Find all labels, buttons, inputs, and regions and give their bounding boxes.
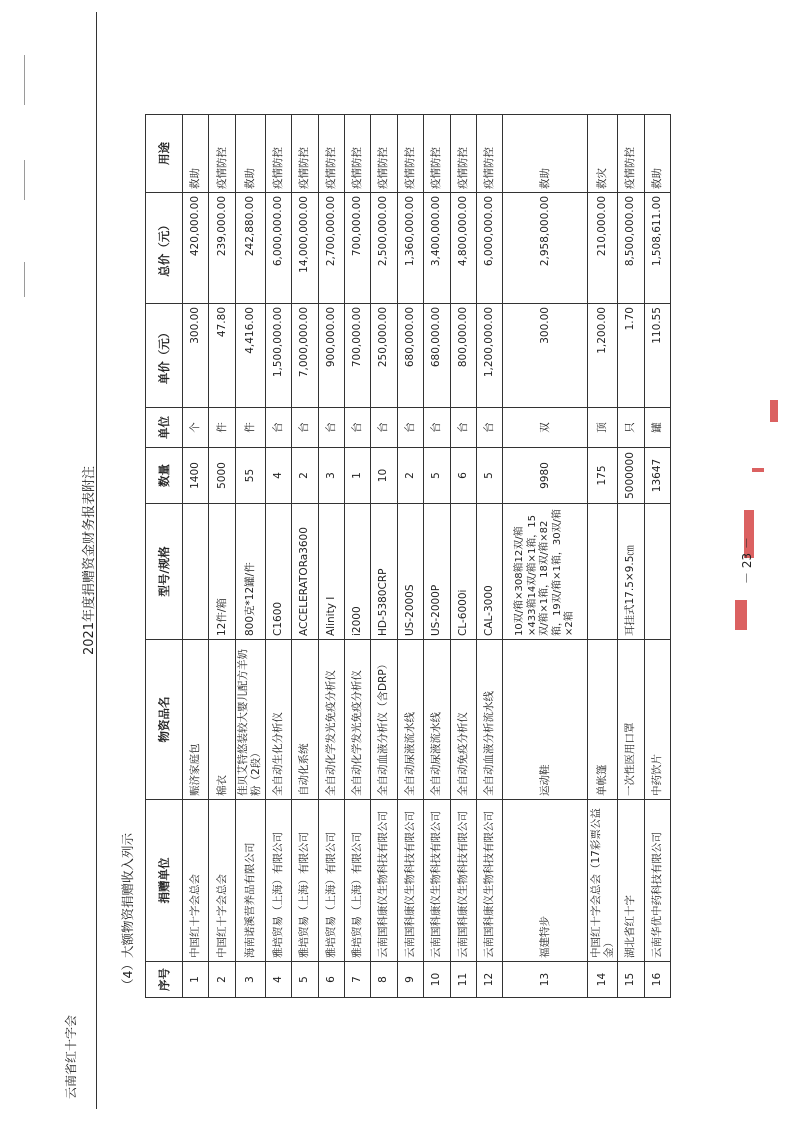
cell-donor: 中国红十字会总会（17彩票公益金） bbox=[588, 800, 618, 962]
cell-qty: 1 bbox=[344, 448, 370, 504]
cell-price: 47.80 bbox=[209, 304, 235, 408]
cell-no: 16 bbox=[644, 962, 670, 998]
cell-unit: 台 bbox=[424, 408, 450, 448]
cell-total: 1,360,000.00 bbox=[397, 193, 423, 304]
cell-price: 250,000.00 bbox=[371, 304, 397, 408]
cell-qty: 5 bbox=[424, 448, 450, 504]
cell-no: 7 bbox=[344, 962, 370, 998]
table-row bbox=[292, 115, 318, 998]
table-row bbox=[265, 115, 291, 998]
cell-donor: 湖北省红十字 bbox=[618, 800, 644, 962]
cell-item: 佳贝艾特悠装较大婴儿配方羊奶粉（2段） bbox=[235, 640, 265, 800]
table-row bbox=[371, 115, 397, 998]
cell-spec bbox=[183, 504, 209, 640]
cell-total: 1,508,611.00 bbox=[644, 193, 670, 304]
cell-total: 242,880.00 bbox=[235, 193, 265, 304]
header-total: 总价（元） bbox=[146, 193, 183, 304]
organization-name: 云南省红十字会 bbox=[64, 1014, 78, 1099]
cell-price: 1.70 bbox=[618, 304, 644, 408]
cell-price: 300.00 bbox=[183, 304, 209, 408]
cell-price: 700,000.00 bbox=[344, 304, 370, 408]
cell-donor: 海南诺溪营养品有限公司 bbox=[235, 800, 265, 962]
cell-spec: CL-6000i bbox=[450, 504, 476, 640]
cell-unit: 件 bbox=[209, 408, 235, 448]
cell-item: 全自动尿液流水线 bbox=[397, 640, 423, 800]
header-qty: 数量 bbox=[146, 448, 183, 504]
cell-donor: 中国红十字会总会 bbox=[183, 800, 209, 962]
cell-no: 6 bbox=[318, 962, 344, 998]
cell-use: 救灾 bbox=[588, 115, 618, 193]
cell-no: 10 bbox=[424, 962, 450, 998]
cell-total: 6,000,000.00 bbox=[265, 193, 291, 304]
page-number: － 23 － bbox=[740, 537, 754, 584]
cell-spec: 800克*12罐/件 bbox=[235, 504, 265, 640]
cell-qty: 2 bbox=[292, 448, 318, 504]
donation-table bbox=[145, 114, 671, 998]
cell-price: 680,000.00 bbox=[424, 304, 450, 408]
cell-donor: 雅培贸易（上海）有限公司 bbox=[265, 800, 291, 962]
cell-unit: 台 bbox=[318, 408, 344, 448]
cell-item: 全自动血液分析仪（含DRP） bbox=[371, 640, 397, 800]
cell-spec: C1600 bbox=[265, 504, 291, 640]
cell-item: 全自动免疫分析仪 bbox=[450, 640, 476, 800]
cell-price: 900,000.00 bbox=[318, 304, 344, 408]
header-item: 物资品名 bbox=[146, 640, 183, 800]
table-row bbox=[235, 115, 265, 998]
cell-total: 3,400,000.00 bbox=[424, 193, 450, 304]
cell-spec: 12件/箱 bbox=[209, 504, 235, 640]
cell-item: 全自动化学发光免疫分析仪 bbox=[318, 640, 344, 800]
cell-no: 15 bbox=[618, 962, 644, 998]
header-spec: 型号/规格 bbox=[146, 504, 183, 640]
header-use: 用途 bbox=[146, 115, 183, 193]
cell-donor: 雅培贸易（上海）有限公司 bbox=[344, 800, 370, 962]
cell-item: 一次性医用口罩 bbox=[618, 640, 644, 800]
cell-qty: 175 bbox=[588, 448, 618, 504]
cell-item: 全自动尿液流水线 bbox=[424, 640, 450, 800]
cell-item: 棉衣 bbox=[209, 640, 235, 800]
cell-price: 1,200.00 bbox=[588, 304, 618, 408]
cell-total: 2,700,000.00 bbox=[318, 193, 344, 304]
cell-spec bbox=[644, 504, 670, 640]
cell-item: 赈济家庭包 bbox=[183, 640, 209, 800]
cell-spec: US-2000S bbox=[397, 504, 423, 640]
cell-unit: 台 bbox=[292, 408, 318, 448]
table-row bbox=[397, 115, 423, 998]
cell-price: 110.55 bbox=[644, 304, 670, 408]
cell-total: 239,000.00 bbox=[209, 193, 235, 304]
cell-donor: 云南国科康仪生物科技有限公司 bbox=[424, 800, 450, 962]
cell-spec: 耳挂式17.5×9.5㎝ bbox=[618, 504, 644, 640]
cell-donor: 云南国科康仪生物科技有限公司 bbox=[476, 800, 502, 962]
header-price: 单价（元） bbox=[146, 304, 183, 408]
cell-unit: 台 bbox=[265, 408, 291, 448]
cell-qty: 4 bbox=[265, 448, 291, 504]
cell-no: 12 bbox=[476, 962, 502, 998]
cell-use: 疫情防控 bbox=[618, 115, 644, 193]
report-title: 2021年度捐赠资金财务报表附注 bbox=[82, 465, 97, 656]
cell-donor: 云南国科康仪生物科技有限公司 bbox=[371, 800, 397, 962]
cell-spec: 10双/箱×308箱12双/箱×433箱14双/箱×1箱，15双/箱×1箱，18双/箱×82箱，19双/箱×1箱，30双/箱×2箱 bbox=[503, 504, 588, 640]
cell-item: 全自动化学发光免疫分析仪 bbox=[344, 640, 370, 800]
cell-no: 11 bbox=[450, 962, 476, 998]
cell-unit: 罐 bbox=[644, 408, 670, 448]
cell-qty: 2 bbox=[397, 448, 423, 504]
cell-use: 救助 bbox=[644, 115, 670, 193]
cell-use: 救助 bbox=[235, 115, 265, 193]
header-unit: 单位 bbox=[146, 408, 183, 448]
cell-use: 救助 bbox=[503, 115, 588, 193]
cell-qty: 55 bbox=[235, 448, 265, 504]
cell-unit: 件 bbox=[235, 408, 265, 448]
cell-use: 疫情防控 bbox=[209, 115, 235, 193]
cell-use: 疫情防控 bbox=[265, 115, 291, 193]
cell-unit: 个 bbox=[183, 408, 209, 448]
table-row bbox=[644, 115, 670, 998]
cell-use: 疫情防控 bbox=[424, 115, 450, 193]
header-no: 序号 bbox=[146, 962, 183, 998]
cell-unit: 只 bbox=[618, 408, 644, 448]
cell-qty: 5000000 bbox=[618, 448, 644, 504]
cell-donor: 雅培贸易（上海）有限公司 bbox=[318, 800, 344, 962]
table-header-row bbox=[146, 115, 183, 998]
cell-total: 2,958,000.00 bbox=[503, 193, 588, 304]
section-title: （4）大额物资捐赠收入列示 bbox=[120, 833, 135, 991]
table-row bbox=[183, 115, 209, 998]
cell-donor: 云南华优中药科技有限公司 bbox=[644, 800, 670, 962]
cell-spec: Alinity I bbox=[318, 504, 344, 640]
cell-total: 420,000.00 bbox=[183, 193, 209, 304]
cell-price: 4,416.00 bbox=[235, 304, 265, 408]
cell-use: 疫情防控 bbox=[397, 115, 423, 193]
table-row bbox=[424, 115, 450, 998]
cell-no: 1 bbox=[183, 962, 209, 998]
cell-spec: US-2000P bbox=[424, 504, 450, 640]
cell-spec bbox=[588, 504, 618, 640]
cell-total: 14,000,000.00 bbox=[292, 193, 318, 304]
cell-price: 1,500,000.00 bbox=[265, 304, 291, 408]
table-row bbox=[450, 115, 476, 998]
cell-use: 疫情防控 bbox=[344, 115, 370, 193]
cell-total: 2,500,000.00 bbox=[371, 193, 397, 304]
cell-no: 9 bbox=[397, 962, 423, 998]
header-divider bbox=[96, 12, 97, 1109]
cell-donor: 云南国科康仪生物科技有限公司 bbox=[450, 800, 476, 962]
cell-price: 7,000,000.00 bbox=[292, 304, 318, 408]
cell-no: 13 bbox=[503, 962, 588, 998]
table-row bbox=[503, 115, 588, 998]
cell-unit: 台 bbox=[450, 408, 476, 448]
table-row bbox=[344, 115, 370, 998]
cell-no: 3 bbox=[235, 962, 265, 998]
cell-item: 自动化系统 bbox=[292, 640, 318, 800]
cell-qty: 10 bbox=[371, 448, 397, 504]
cell-qty: 3 bbox=[318, 448, 344, 504]
cell-donor: 云南国科康仪生物科技有限公司 bbox=[397, 800, 423, 962]
cell-unit: 台 bbox=[344, 408, 370, 448]
cell-use: 救助 bbox=[183, 115, 209, 193]
cell-no: 8 bbox=[371, 962, 397, 998]
cell-item: 全自动生化分析仪 bbox=[265, 640, 291, 800]
table-row bbox=[318, 115, 344, 998]
cell-qty: 6 bbox=[450, 448, 476, 504]
cell-total: 4,800,000.00 bbox=[450, 193, 476, 304]
cell-unit: 台 bbox=[397, 408, 423, 448]
cell-total: 8,500,000.00 bbox=[618, 193, 644, 304]
cell-donor: 中国红十字会总会 bbox=[209, 800, 235, 962]
cell-use: 疫情防控 bbox=[292, 115, 318, 193]
cell-price: 300.00 bbox=[503, 304, 588, 408]
cell-spec: CAL-3000 bbox=[476, 504, 502, 640]
header-donor: 捐赠单位 bbox=[146, 800, 183, 962]
cell-item: 中药饮片 bbox=[644, 640, 670, 800]
cell-unit: 顶 bbox=[588, 408, 618, 448]
cell-unit: 台 bbox=[476, 408, 502, 448]
cell-no: 2 bbox=[209, 962, 235, 998]
table-row bbox=[209, 115, 235, 998]
cell-qty: 1400 bbox=[183, 448, 209, 504]
cell-use: 疫情防控 bbox=[371, 115, 397, 193]
cell-donor: 福建特步 bbox=[503, 800, 588, 962]
cell-spec: i2000 bbox=[344, 504, 370, 640]
table-row bbox=[618, 115, 644, 998]
table-body bbox=[183, 115, 671, 998]
cell-price: 680,000.00 bbox=[397, 304, 423, 408]
cell-donor: 雅培贸易（上海）有限公司 bbox=[292, 800, 318, 962]
cell-no: 14 bbox=[588, 962, 618, 998]
cell-no: 4 bbox=[265, 962, 291, 998]
cell-total: 6,000,000.00 bbox=[476, 193, 502, 304]
cell-qty: 5000 bbox=[209, 448, 235, 504]
cell-total: 210,000.00 bbox=[588, 193, 618, 304]
cell-use: 疫情防控 bbox=[450, 115, 476, 193]
cell-price: 800,000.00 bbox=[450, 304, 476, 408]
cell-qty: 13647 bbox=[644, 448, 670, 504]
cell-item: 全自动血液分析流水线 bbox=[476, 640, 502, 800]
cell-unit: 台 bbox=[371, 408, 397, 448]
cell-item: 单帐篷 bbox=[588, 640, 618, 800]
cell-use: 疫情防控 bbox=[476, 115, 502, 193]
cell-qty: 5 bbox=[476, 448, 502, 504]
cell-use: 疫情防控 bbox=[318, 115, 344, 193]
table-row bbox=[588, 115, 618, 998]
cell-total: 700,000.00 bbox=[344, 193, 370, 304]
cell-spec: HD-5380CRP bbox=[371, 504, 397, 640]
cell-qty: 9980 bbox=[503, 448, 588, 504]
table-row bbox=[476, 115, 502, 998]
cell-item: 运动鞋 bbox=[503, 640, 588, 800]
cell-unit: 双 bbox=[503, 408, 588, 448]
cell-no: 5 bbox=[292, 962, 318, 998]
cell-spec: ACCELERATORa3600 bbox=[292, 504, 318, 640]
cell-price: 1,200,000.00 bbox=[476, 304, 502, 408]
